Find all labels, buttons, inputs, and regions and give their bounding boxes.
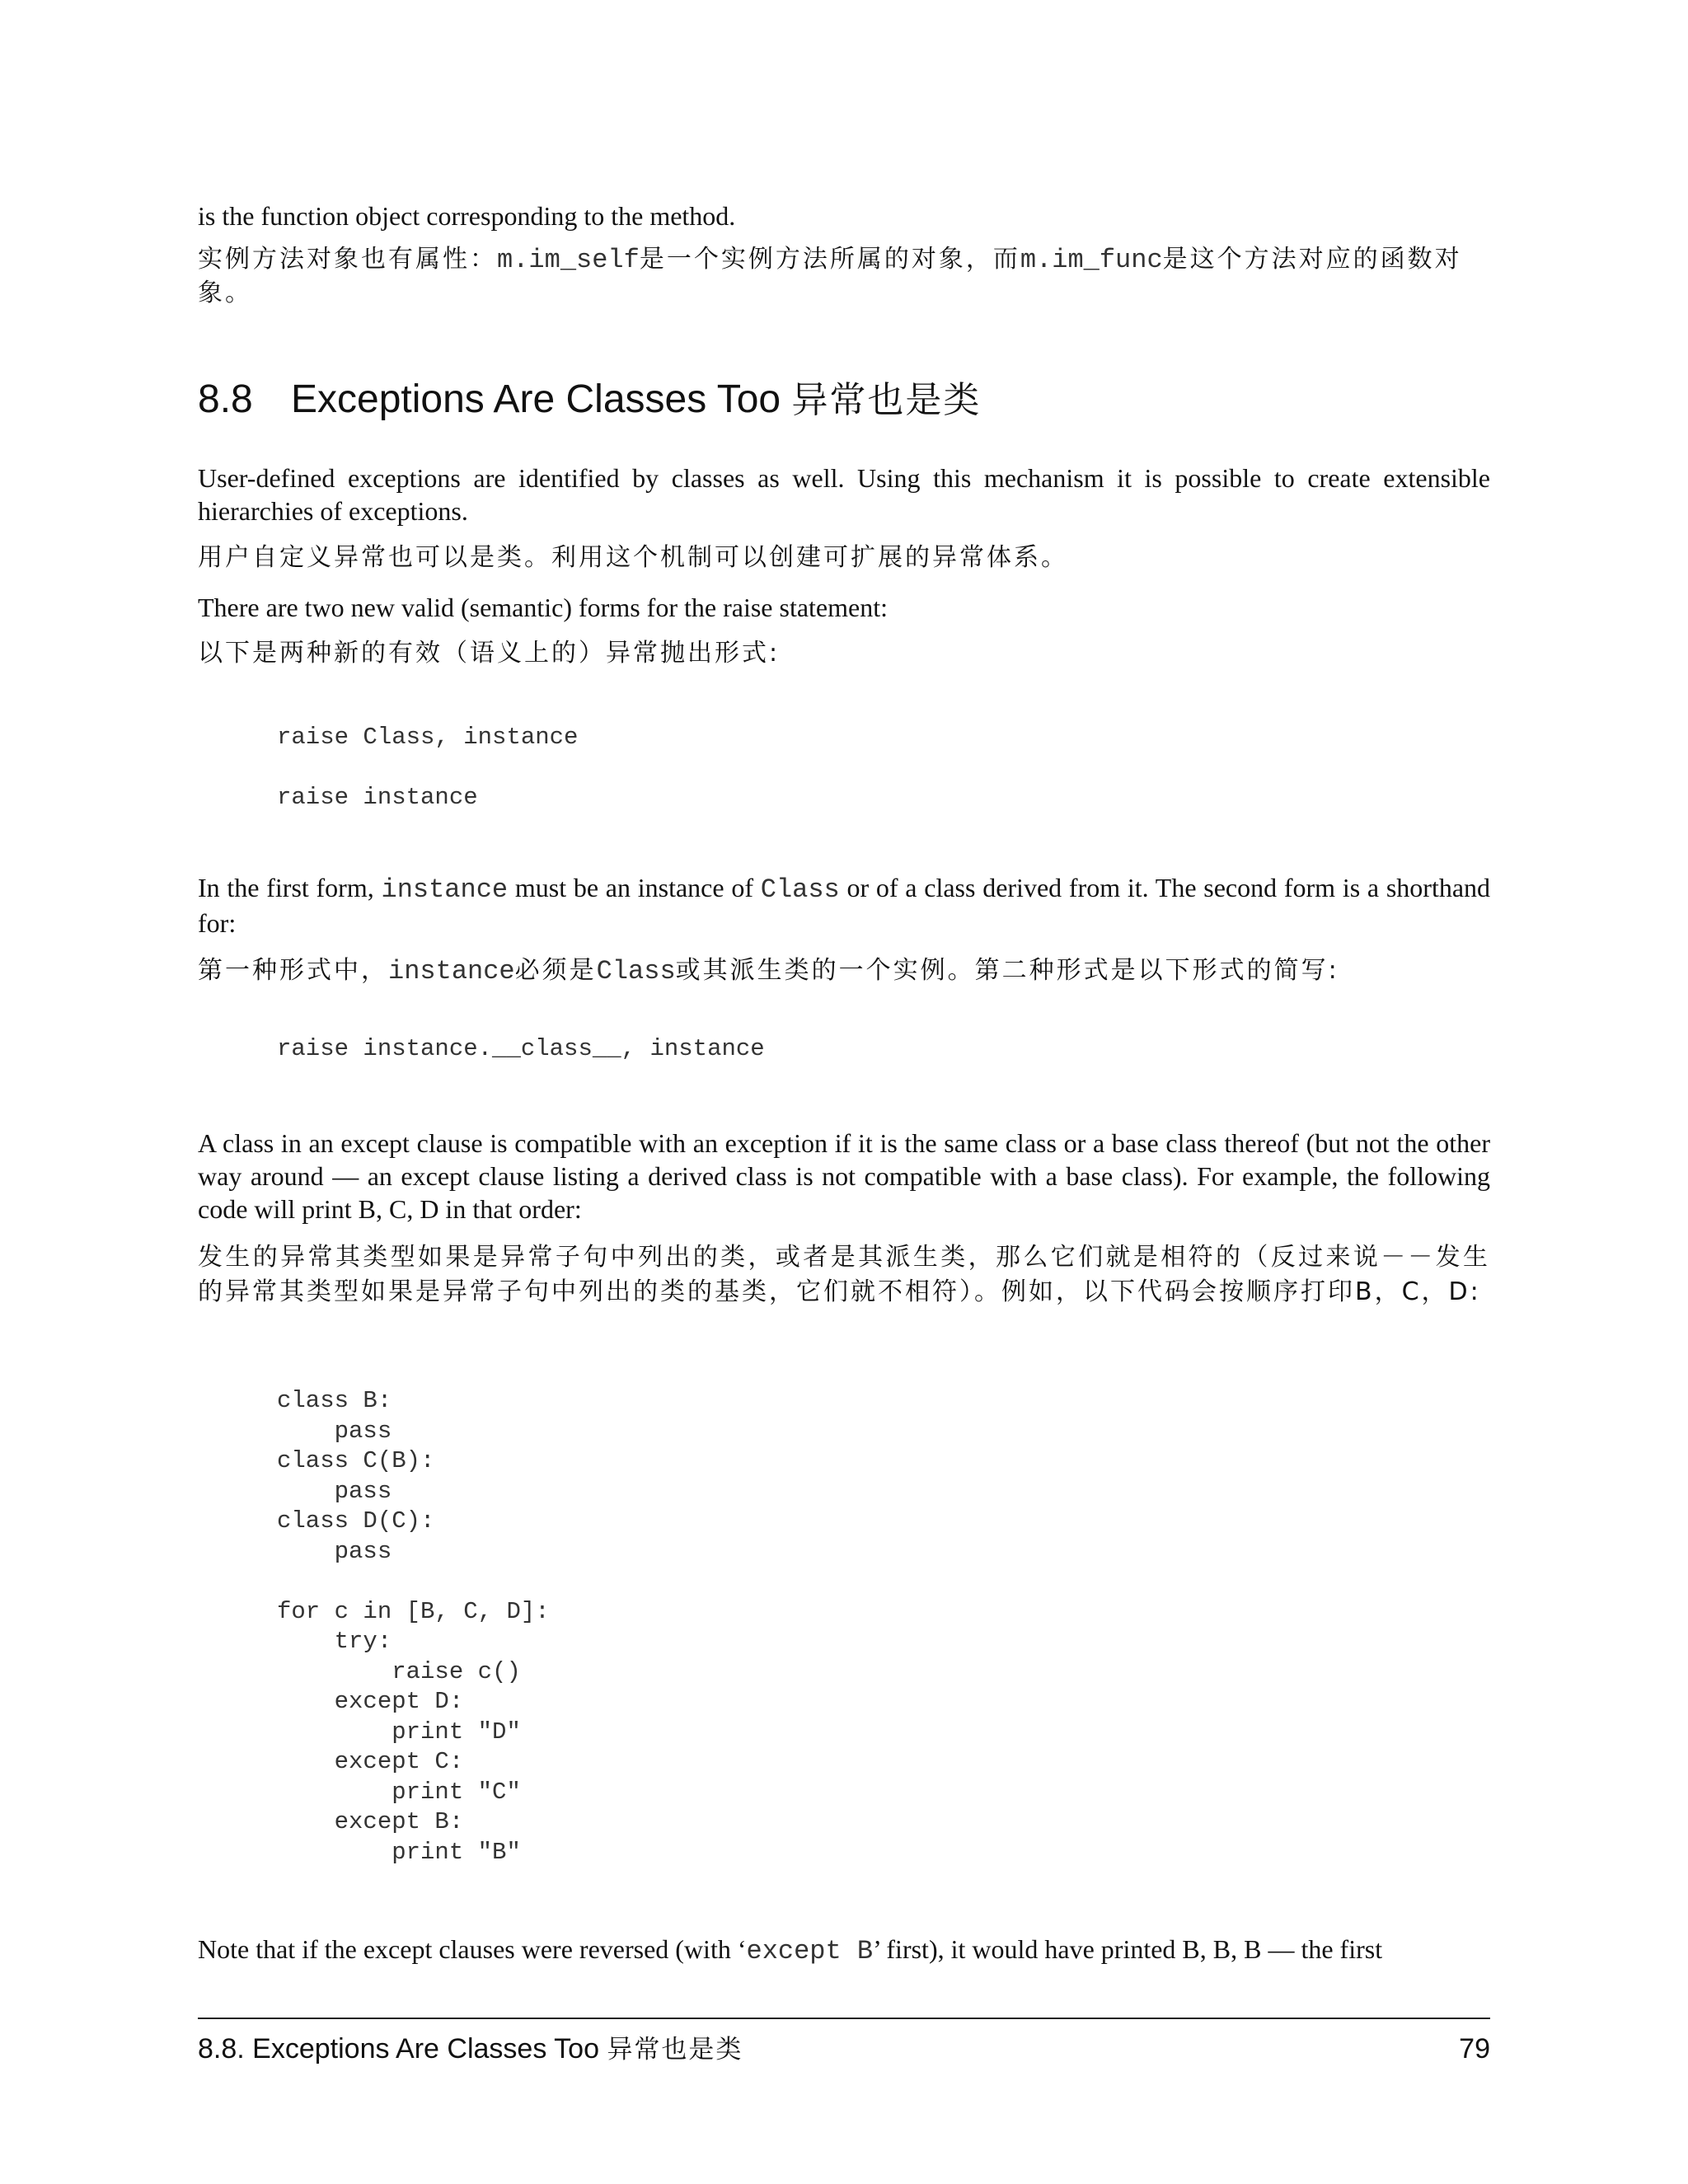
para-except-clause-compat-zh: 发生的异常其类型如果是异常子句中列出的类，或者是其派生类，那么它们就是相符的（反过来说－－发生的异常其类型如果是异常子句中列出的类的基类，它们就不相符）。例如，以下代码会按顺序打印B，C，D: bbox=[198, 1243, 1490, 1306]
para-except-clause-compat: A class in an except clause is compatible with an exception if it is the same class or a base class thereof (but not the other way around — an except clause listing a derived class is not compatible with a base class). For example, the following code will print B, C, D in that order: bbox=[198, 1128, 1490, 1224]
para-user-defined-exceptions-zh: 用户自定义异常也可以是类。利用这个机制可以创建可扩展的异常体系。 bbox=[198, 543, 1068, 572]
section-title-zh: 异常也是类 bbox=[791, 379, 982, 421]
para-first-form-zh-part-2: 必须是 bbox=[514, 956, 597, 985]
section-number: 8.8 bbox=[198, 377, 253, 421]
code-block-raise-shorthand: raise instance.__class__, instance bbox=[277, 1035, 765, 1062]
code-block-raise-forms: raise Class, instance raise instance bbox=[277, 724, 579, 811]
para-note-part-2: ’ first), it would have printed B, B, B — the first bbox=[873, 1934, 1383, 1964]
intro-text bbox=[198, 199, 1490, 232]
para-first-form-part-2: must be an instance of bbox=[514, 873, 753, 902]
intro-en: is the function object corresponding to the method. bbox=[198, 201, 736, 231]
intro-zh-part-1: 实例方法对象也有属性： bbox=[198, 245, 497, 274]
inline-code-instance: instance bbox=[381, 874, 509, 905]
footer-section-title bbox=[198, 2031, 743, 2068]
intro-zh-part-3: 是这个方法对应的函数对象。 bbox=[198, 245, 1462, 307]
para-raise-forms-zh: 以下是两种新的有效（语义上的）异常抛出形式: bbox=[198, 639, 781, 668]
para-first-form-zh-part-3: 或其派生类的一个实例。第二种形式是以下形式的简写: bbox=[675, 956, 1339, 985]
page-number: 79 bbox=[1459, 2033, 1490, 2064]
intro-code-im-self: m.im_self bbox=[497, 245, 640, 275]
footer-rule bbox=[198, 2018, 1490, 2019]
footer-title-zh: 异常也是类 bbox=[607, 2035, 743, 2064]
para-note-part-1: Note that if the except clauses were reversed (with ‘ bbox=[198, 1934, 747, 1964]
para-note-reversed bbox=[198, 1933, 1490, 1968]
inline-code-class: Class bbox=[760, 874, 840, 905]
para-first-form-zh-part-1: 第一种形式中， bbox=[198, 956, 388, 985]
para-first-form-part-1: In the first form, bbox=[198, 873, 374, 902]
para-first-form-part-3: or of a class derived from it. The second form is a shorthand for: bbox=[198, 873, 1491, 938]
section-heading bbox=[198, 375, 981, 425]
para-raise-forms: There are two new valid (semantic) forms for the raise statement: bbox=[198, 593, 888, 622]
para-first-form-zh bbox=[198, 954, 1490, 988]
para-user-defined-exceptions: User-defined exceptions are identified by classes as well. Using this mechanism it is possible to create extensible hierarchies of exceptions. bbox=[198, 463, 1490, 526]
footer-title-en: 8.8. Exceptions Are Classes Too bbox=[198, 2033, 599, 2064]
intro-zh-part-2: 是一个实例方法所属的对象，而 bbox=[639, 245, 1020, 274]
zh-inline-code-instance: instance bbox=[388, 956, 515, 987]
zh-inline-code-class: Class bbox=[596, 956, 676, 987]
intro-code-im-func: m.im_func bbox=[1020, 245, 1163, 275]
code-block-class-example: class B: pass class C(B): pass class D(C): pass for c in [B, C, D]: try: raise c() except D: print "D" except C: print "C" except B: print "B" bbox=[277, 1387, 550, 1866]
para-first-form bbox=[198, 871, 1490, 940]
inline-code-except-b: except B bbox=[746, 1936, 874, 1966]
section-title-en: Exceptions Are Classes Too bbox=[291, 377, 781, 421]
intro-zh-text bbox=[198, 243, 1490, 310]
